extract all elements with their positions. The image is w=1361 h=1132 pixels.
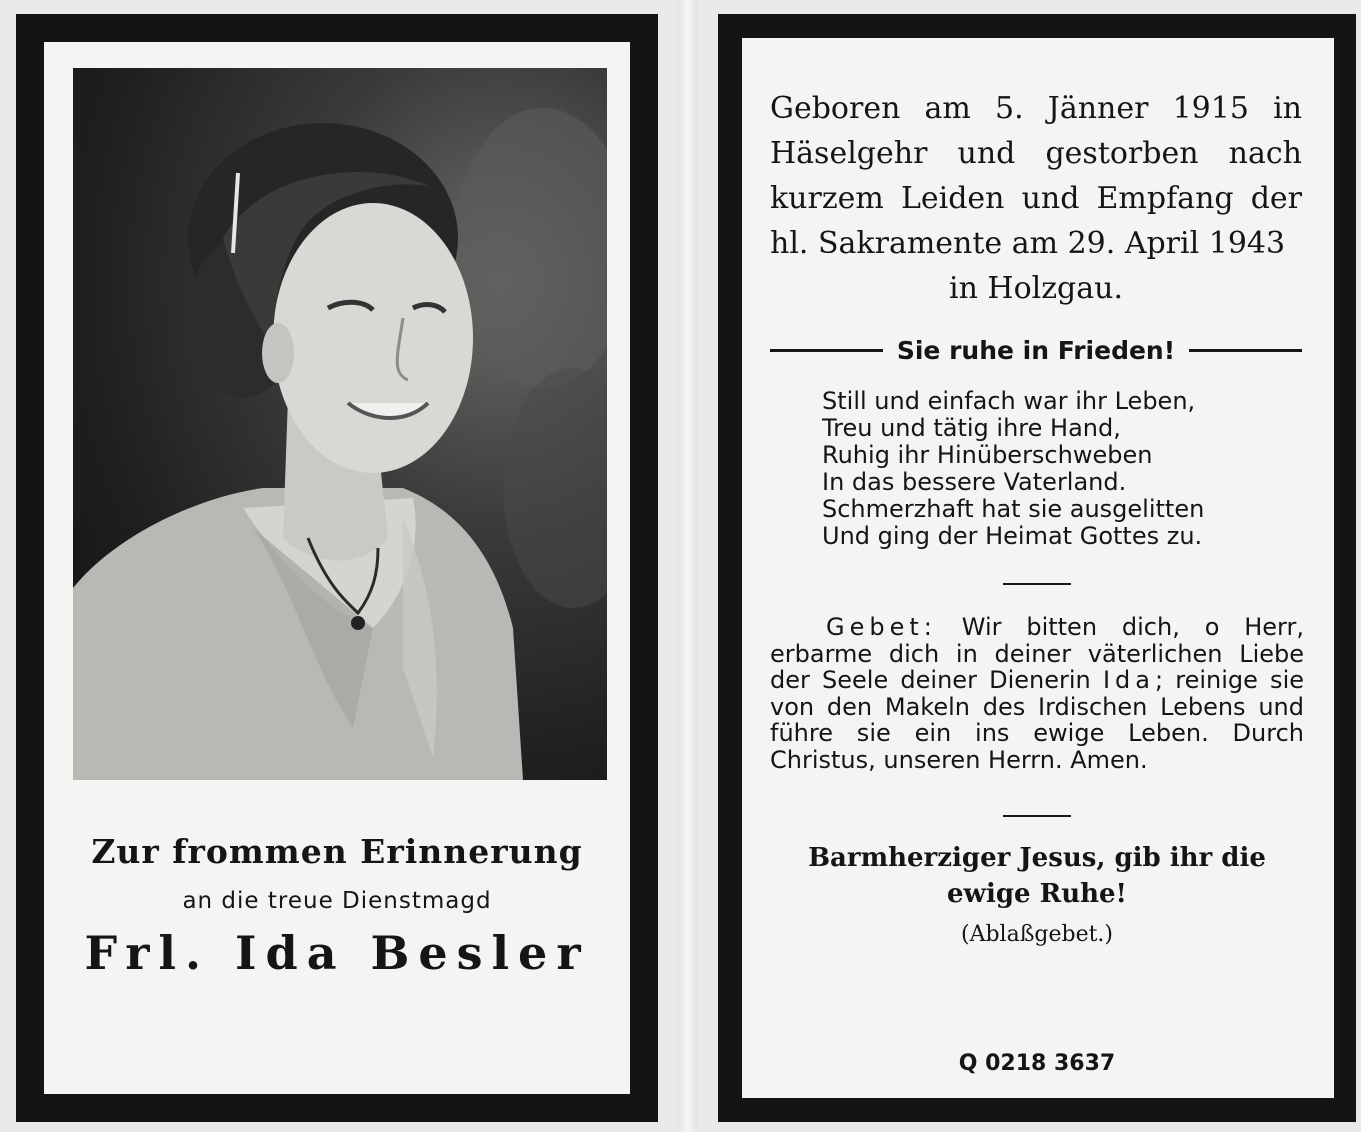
birth-death-main: Geboren am 5. Jänner 1915 in Häselgehr und gestorben nach kurzem Leiden und Empfang der hl. Sakramente am 29. April 1943 — [770, 91, 1302, 261]
left-panel-mourning-border — [16, 14, 658, 1122]
mercy-line: Barmherziger Jesus, gib ihr die — [808, 843, 1266, 873]
poem — [822, 388, 1292, 550]
right-panel-content — [742, 38, 1334, 1098]
right-panel-mourning-border — [718, 14, 1356, 1122]
portrait-illustration — [73, 68, 607, 780]
rest-in-peace-text: Sie ruhe in Frieden! — [896, 336, 1176, 365]
poem-line: Treu und tätig ihre Hand, — [822, 414, 1121, 442]
short-divider — [1003, 583, 1071, 585]
prayer — [770, 614, 1304, 773]
portrait-photo — [73, 68, 607, 780]
poem-line: In das bessere Vaterland. — [822, 468, 1127, 496]
rest-in-peace-row — [770, 336, 1302, 365]
card-fold — [678, 0, 698, 1132]
prayer-rest: ; reinige sie von den Makeln des Irdischen Lebens und führe sie ein ins ewige Leben. Durch Christus, unseren Herrn. Amen. — [770, 666, 1304, 774]
prayer-label: Gebet: — [826, 613, 937, 641]
print-code: Q 0218 3637 — [958, 1051, 1116, 1076]
divider-line-right — [1189, 349, 1302, 352]
mercy-line: ewige Ruhe! — [947, 879, 1127, 909]
poem-line: Ruhig ihr Hinüberschweben — [822, 441, 1153, 469]
poem-line: Und ging der Heimat Gottes zu. — [822, 522, 1203, 550]
caption-subtitle: an die treue Dienstmagd — [182, 888, 492, 914]
short-divider — [1003, 815, 1071, 817]
deceased-name: Frl. Ida Besler — [84, 926, 590, 980]
mercy-invocation — [770, 840, 1304, 912]
caption-title: Zur frommen Erinnerung — [91, 832, 583, 871]
birth-death-place: in Holzgau. — [948, 271, 1124, 306]
birth-death-text — [770, 86, 1302, 311]
left-panel-content — [44, 42, 630, 1094]
divider-line-left — [770, 349, 883, 352]
indulgence-note: (Ablaßgebet.) — [960, 922, 1114, 947]
prayer-name: Ida — [1102, 666, 1155, 694]
poem-line: Schmerzhaft hat sie ausgelitten — [822, 495, 1205, 523]
poem-line: Still und einfach war ihr Leben, — [822, 387, 1196, 415]
prayer-text: Wir bitten dich, o Herr, erbarme dich in deiner väterlichen Liebe der Seele deiner Dienerin — [770, 613, 1304, 694]
